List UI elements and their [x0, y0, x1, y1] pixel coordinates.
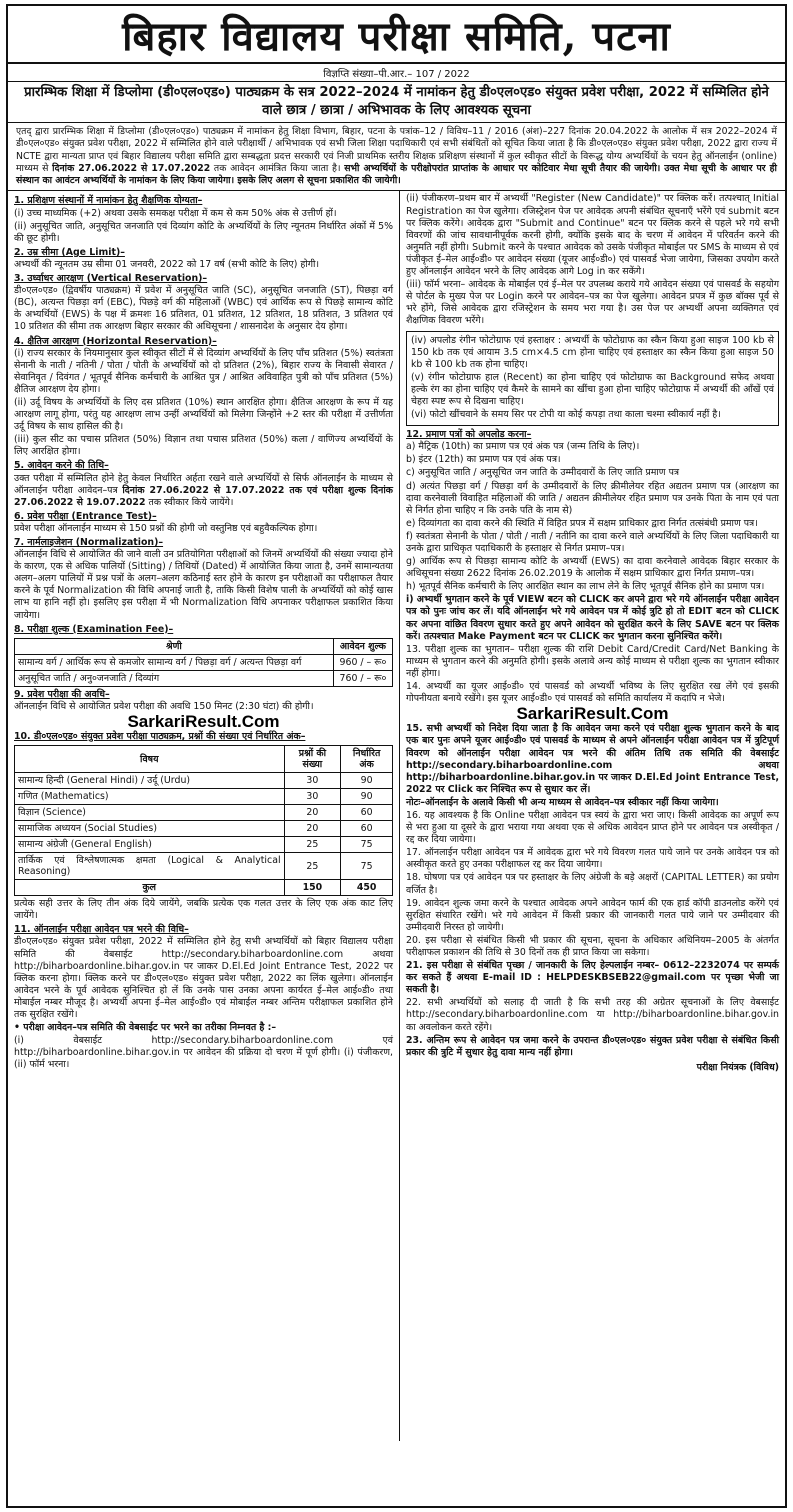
- section-7-text: ऑनलाईन विधि से आयोजित की जाने वाली उन प्रतियोगिता परीक्षाओं को जिनमें अभ्यर्थियों की संख्या ज्यादा होने के कारण, एक से अधिक पालियों (Sitting) / तिथियों (Dated) में आयोजित किया जाता है, उनमें सामान्यतया अलग–अलग पालियों में प्रश्न पत्रों के अलग–अलग कठिनाई स्तर होने के कारण इन परीक्षाओं का परीक्षाफल तैयार करने के पूर्व Normalization की विधि अपनाई जाती है, ताकि किसी विशेष पाली के अभ्यर्थियों को कोई खास लाभ या हानि नहीं हो। इसलिए इस परीक्षा में भी Normalization विधि अपनाकर परीक्षाफल प्रकाशित किया जायेगा।: [14, 549, 393, 621]
- section-9-text: ऑनलाईन विधि से आयोजित प्रवेश परीक्षा की अवधि 150 मिनट (2:30 घंटा) की होगी।: [14, 700, 314, 712]
- signature-designation: परीक्षा नियंत्रक (विविध): [696, 1061, 779, 1073]
- notice-subject: प्रारम्भिक शिक्षा में डिप्लोमा (डी०एल०एड०) पाठ्यक्रम के सत्र 2022–2024 में नामांकन हेतु डी०एल०एड० संयुक्त प्रवेश परीक्षा, 2022 में सम्मिलित होने वाले छात्र / छात्रा / अभिभावक के लिए आवश्यक सूचना: [8, 81, 785, 123]
- section-11-heading: 11. ऑनलाईन परीक्षा आवेदन पत्र भरने की विधि–: [14, 924, 189, 936]
- section-21: 21. इस परीक्षा से संबंधित पृच्छा / जानकारी के लिए हेल्पलाईन नम्बर– 0612–2232074 पर सम्पर्क कर सकते हैं अथवा E-mail ID : HELPDESKBSEB22@gmail.com पर पृच्छा भेजी जा सकती है।: [406, 960, 779, 996]
- subject-name: तार्किक एवं विश्लेषणात्मक क्षमता (Logical & Analytical Reasoning): [15, 853, 285, 880]
- section-12-heading: 12. प्रमाण पत्रों को अपलोड करना–: [406, 429, 532, 441]
- section-10-note: प्रत्येक सही उत्तर के लिए तीन अंक दिये जायेंगे, जबकि प्रत्येक एक गलत उत्तर के लिए एक अंक काट लिए जायेंगे।: [14, 898, 393, 922]
- section-4-heading: 4. क्षैतिज आरक्षण (Horizontal Reservation)–: [14, 335, 217, 347]
- section-11-text: डी०एल०एड० संयुक्त प्रवेश परीक्षा, 2022 में सम्मिलित होने हेतु सभी अभ्यर्थियों को बिहार विद्यालय परीक्षा समिति की वेबसाईट http://secondary.biharboardonline.com अथवा http://biharboardonline.bihar.gov.in पर जाकर D.El.Ed Joint Entrance Test, 2022 पर क्लिक करना होगा। क्लिक करने पर डी०एल०एड० संयुक्त प्रवेश परीक्षा, 2022 का लिंक खुलेगा। ऑनलाईन आवेदन भरने के पूर्व आवेदक सुनिश्चित हो लें कि उनके पास उनका अपना कार्यरत ई–मेल आई०डी० तथा मोबाईल नम्बर मौजूद है। अभ्यर्थी अपना ई–मेल आई०डी० एवं मोबाईल नम्बर अन्तिम परीक्षाफल प्रकाशित होने तक सुरक्षित रखेंगे।: [14, 936, 393, 1020]
- section-1-ii: (ii) अनुसूचित जाति, अनुसूचित जनजाति एवं दिव्यांग कोटि के अभ्यर्थियों के लिए न्यूनतम निर्धारित अंकों में 5% की छूट होगी।: [14, 220, 393, 244]
- table-row: [15, 805, 393, 821]
- section-13: 13. परीक्षा शुल्क का भुगतान– परीक्षा शुल्क की राशि Debit Card/Credit Card/Net Banking के माध्यम से भुगतान करने की अनुमति होगी। इसके अलावे अन्य कोई माध्यम से परीक्षा शुल्क का भुगतान स्वीकार नहीं होगा।: [406, 643, 779, 679]
- fee-header-amount: आवेदन शुल्क: [333, 638, 392, 654]
- masthead-title: बिहार विद्यालय परीक्षा समिति, पटना: [8, 6, 785, 64]
- section-2-text: अभ्यर्थी की न्यूनतम उम्र सीमा 01 जनवरी, 2022 को 17 वर्ष (सभी कोटि के लिए) होगी।: [14, 258, 320, 270]
- fee-header-category: श्रेणी: [15, 638, 334, 654]
- marks-header: निर्धारित अंक: [341, 746, 393, 773]
- subject-name: सामाजिक अध्ययन (Social Studies): [15, 821, 285, 837]
- intro-merit-note: सभी अभ्यर्थियों के परीक्षोपरांत प्राप्तांक के आधार पर कोटिवार मेधा सूची तैयार की जायेगी। उक्त मेधा सूची के आधार पर ही संस्थान का आवंटन अभ्यर्थियों के नामांकन के लिए किया जायेगा। इसके लिए अलग से सूचना प्रकाशित की जायेगी।: [16, 162, 777, 187]
- subject-questions: 30: [284, 789, 341, 805]
- fee-category-general: सामान्य वर्ग / आर्थिक रूप से कमजोर सामान्य वर्ग / पिछड़ा वर्ग / अत्यन्त पिछड़ा वर्ग: [15, 654, 334, 670]
- section-3-heading: 3. उर्ध्वाधर आरक्षण (Vertical Reservation)–: [14, 273, 208, 285]
- total-label: कुल: [15, 880, 285, 896]
- table-row: [15, 837, 393, 853]
- subject-name: विज्ञान (Science): [15, 805, 285, 821]
- subject-questions: 20: [284, 805, 341, 821]
- section-11-method: • परीक्षा आवेदन–पत्र समिति की वेबसाईट पर भरने का तरीका निम्नवत है :–: [14, 1022, 277, 1034]
- section-16: 16. यह आवश्यक है कि Online परीक्षा आवेदन पत्र स्वयं के द्वारा भरा जाए। किसी आवेदक का अपूर्ण रूप से भरा हुआ या दूसरे के द्वारा भराया गया अथवा एक से अधिक आवेदन प्राप्त होने पर आवेदन पत्र अस्वीकृत / रद्द कर दिया जायेगा।: [406, 809, 779, 846]
- table-row: [15, 746, 393, 773]
- total-questions: 150: [284, 880, 341, 896]
- fee-amount-reserved: 760 / – रू०: [333, 670, 392, 686]
- form-fill-text: (iii) फॉर्म भरना– आवेदक के मोबाईल एवं ई–मेल पर उपलब्ध कराये गये आवेदन संख्या एवं पासवर्ड के सहयोग से पोर्टल के मुख्य पेज पर Login करने पर आवेदन–पत्र का पेज खुलेगा। आवेदन प्रपत्र में कुछ बॉक्स पूर्व से भरे होंगे, जिसे आवेदक द्वारा रजिस्ट्रेशन के समय भरा गया है। उस पेज पर अभ्यर्थी अपना व्यक्तिगत एवं शैक्षणिक विवरण भरेंगे।: [406, 279, 779, 327]
- table-row: [15, 773, 393, 789]
- notice-page: [6, 4, 787, 1508]
- doc-a: a) मैट्रिक (10th) का प्रमाण पत्र एवं अंक पत्र (जन्म तिथि के लिए)।: [406, 441, 640, 453]
- section-5-body: उक्त परीक्षा में सम्मिलित होने हेतु केवल निर्धारित अर्हता रखने वाले अभ्यर्थियों से सिर्फ ऑनलाईन के माध्यम से ऑनलाईन परीक्षा आवेदन–पत्र: [14, 472, 393, 496]
- doc-g: g) आर्थिक रूप से पिछड़ा सामान्य कोटि के अभ्यर्थी (EWS) का दावा करनेवाले आवेदक बिहार सरकार के अधिसूचना संख्या 2622 दिनांक 26.02.2019 के आलोक में सक्षम प्राधिकार द्वारा निर्गत प्रमाण–पत्र।: [406, 556, 779, 580]
- intro-text: एतद् द्वारा प्रारम्भिक शिक्षा में डिप्लोमा (डी०एल०एड०) पाठ्यक्रम में नामांकन हेतु शिक्षा विभाग, बिहार, पटना के पत्रांक–12 / विविध–11 / 2016 (अंश)–227 दिनांक 20.04.2022 के आलोक में सत्र 2022–2024 में डी०एल०एड० संयुक्त प्रवेश परीक्षा, 2022 में सम्मिलित होने वाले परीक्षार्थी / अभिभावक एवं सभी जिला शिक्षा पदाधिकारी एवं सभी संबंधितों को सूचित किया जाता है कि डी०एल०एड० संयुक्त प्रवेश परीक्षा, 2022 द्वारा राज्य में NCTE द्वारा मान्यता प्राप्त एवं बिहार विद्यालय परीक्षा समिति द्वारा सम्बद्धता प्रदत्त सरकारी एवं निजी प्राथमिक स्तरीय शिक्षक प्रशिक्षण संस्थानों में कुल स्वीकृत सीटों के विरूद्ध योग्य अभ्यर्थियों के चयन हेतु ऑनलाईन (online) माध्यम से: [16, 126, 777, 174]
- section-2-heading: 2. उम्र सीमा (Age Limit)–: [14, 246, 125, 258]
- fee-category-reserved: अनुसूचित जाति / अनु०जनजाति / दिव्यांग: [15, 670, 334, 686]
- section-8-heading: 8. परीक्षा शुल्क (Examination Fee)–: [14, 623, 174, 635]
- subject-questions: 20: [284, 821, 341, 837]
- section-5-heading: 5. आवेदन करने की तिथि–: [14, 460, 109, 472]
- fee-amount-general: 960 / – रू०: [333, 654, 392, 670]
- section-5-text: [14, 473, 393, 509]
- subject-marks: 60: [341, 821, 393, 837]
- table-row: [15, 638, 393, 654]
- section-7-heading: 7. नार्मलाइजेशन (Normalization)–: [14, 537, 164, 549]
- intro-text-end: तक आवेदन आमंत्रित किया जाता है।: [213, 162, 341, 174]
- section-15: 15. सभी अभ्यर्थी को निदेश दिया जाता है कि आवेदन जमा करने एवं परीक्षा शुल्क भुगतान करने के बाद एक बार पुनः अपने यूजर आई०डी० एवं पासवर्ड के माध्यम से अपने ऑनलाईन परीक्षा आवेदन पत्र में त्रुटिपूर्ण विवरण को ऑनलाईन परीक्षा आवेदन पत्र भरने की अंतिम तिथि तक समिति की वेबसाईट http://secondary.biharboardonline.com अथवा http://biharboardonline.bihar.gov.in पर जाकर D.El.Ed Joint Entrance Test, 2022 पर Click कर निश्चित रूप से सुधार कर लें।: [406, 723, 779, 795]
- doc-e: e) दिव्यांगता का दावा करने की स्थिति में विहित प्रपत्र में सक्षम प्राधिकार द्वारा निर्गत तत्संबंधी प्रमाण पत्र।: [406, 517, 758, 529]
- subject-name: सामान्य अंग्रेजी (General English): [15, 837, 285, 853]
- section-23: 23. अन्तिम रूप से आवेदन पत्र जमा करने के उपरान्त डी०एल०एड० संयुक्त प्रवेश परीक्षा से संबंधित किसी प्रकार की त्रुटि में सुधार हेतु दावा मान्य नहीं होगा।: [406, 1034, 779, 1058]
- doc-i: i) अभ्यर्थी भुगतान करने के पूर्व VIEW बटन को CLICK कर अपने द्वारा भरे गये ऑनलाईन परीक्षा आवेदन पत्र को पुनः जांच कर लें। यदि ऑनलाईन भरे गये आवेदन पत्र में कोई त्रुटि हो तो EDIT बटन को CLICK कर अपना वांछित विवरण सुधार करते हुए अपने आवेदन को सुरक्षित करने के लिए SAVE बटन पर क्लिक करें। तत्पश्चात Make Payment बटन पर CLICK कर भुगतान करना सुनिश्चित करेंगे।: [406, 594, 779, 642]
- photo-instructions-box: [406, 331, 779, 427]
- table-row: [15, 821, 393, 837]
- subject-marks: 90: [341, 773, 393, 789]
- section-11-step-i: (i) वेबसाईट http://secondary.biharboardonline.com एवं http://biharboardonline.bihar.gov.in पर आवेदन की प्रक्रिया दो चरण में पूर्ण होगी। (i) पंजीकरण, (ii) फॉर्म भरना।: [14, 1035, 393, 1071]
- section-20: 20. इस परीक्षा से संबंधित किसी भी प्रकार की सूचना, सूचना के अधिकार अधिनियम–2005 के अंतर्गत परीक्षाफल प्रकाशन की तिथि से 30 दिनों तक ही प्राप्त किया जा सकेगा।: [406, 934, 779, 959]
- section-1-heading: 1. प्रशिक्षण संस्थानों में नामांकन हेतु शैक्षणिक योग्यता–: [14, 195, 203, 207]
- subject-marks: 75: [341, 837, 393, 853]
- section-15-note: नोटः–ऑनलाईन के अलावे किसी भी अन्य माध्यम से आवेदन–पत्र स्वीकार नहीं किया जायेगा।: [406, 796, 719, 808]
- doc-d: d) अत्यंत पिछड़ा वर्ग / पिछड़ा वर्ग के उम्मीदवारों के लिए क्रीमीलेयर रहित अद्यतन प्रमाण पत्र (आरक्षण का दावा करनेवाली विवाहित महिलाओं की जाति / अद्यतन क्रीमीलेयर रहित प्रमाण पत्र उनके पिता के नाम एवं पता से निर्गत होना चाहिए न कि उनके पति के नाम से): [406, 480, 779, 516]
- subject-questions: 30: [284, 773, 341, 789]
- watermark-right: SarkariResult.Com: [516, 704, 669, 724]
- table-row: [15, 654, 393, 670]
- intro-paragraph: [8, 123, 785, 191]
- section-17: 17. ऑनलाईन परीक्षा आवेदन पत्र में आवेदक द्वारा भरे गये विवरण गलत पाये जाने पर उनके आवेदन पत्र को अस्वीकृत करते हुए उनका परीक्षाफल रद्द कर दिया जायेगा।: [406, 847, 779, 871]
- table-row: [15, 789, 393, 805]
- subject-name: सामान्य हिन्दी (General Hindi) / उर्दू (Urdu): [15, 773, 285, 789]
- total-marks: 450: [341, 880, 393, 896]
- section-19: 19. आवेदन शुल्क जमा करने के पश्चात आवेदक अपने आवेदन फार्म की एक हार्ड कॉपी डाउनलोड करेंगे एवं सुरक्षित संधारित रखेंगे। भरे गये आवेदन में किसी प्रकार की जानकारी गलत पाये जाने पर उम्मीदवार की उम्मीदवारी निरस्त हो जायेगी।: [406, 897, 779, 933]
- section-4-ii: (ii) उर्दू विषय के अभ्यर्थियों के लिए दस प्रतिशत (10%) स्थान आरक्षित होगा। क्षैतिज आरक्षण के रूप में यह आरक्षण लागू होगा, परंतु यह आरक्षण लाभ उन्हीं अभ्यर्थियों को मिलेगा जिन्होंने +2 स्तर की परीक्षा में उत्तीर्णता उर्दू विषय के साथ हासिल की है।: [14, 396, 393, 433]
- photo-v: (v) रंगीन फोटोग्राफ हाल (Recent) का होना चाहिए एवं फोटोग्राफ का Background सफेद अथवा हल्के रंग का होना चाहिए एवं कैमरे के सामने का खींचा हुआ होना चाहिए फोटोग्राफ में अभ्यर्थी की आँखें एवं चेहरा स्पष्ट रूप से दिखना चाहिए।: [411, 371, 774, 407]
- section-4-i: (i) राज्य सरकार के नियमानुसार कुल स्वीकृत सीटों में से दिव्यांग अभ्यर्थियों के लिए पाँच प्रतिशत (5%) स्वतंत्रता सेनानी के नाती / नतिनी / पोता / पोती के अभ्यर्थियों को दो प्रतिशत (2%), बिहार राज्य के निवासी सेवारत / सेवानिवृत / दिवंगत / भूतपूर्व सैनिक कर्मचारी के आश्रित पुत्र / आश्रित अविवाहित पुत्री को पाँच प्रतिशत (5%) क्षैतिज आरक्षण देय होगा।: [14, 347, 393, 395]
- subject-name: गणित (Mathematics): [15, 789, 285, 805]
- table-row: [15, 670, 393, 686]
- fee-table: [14, 638, 393, 687]
- section-5-end: तक स्वीकार किये जायेंगे।: [148, 496, 234, 508]
- body-columns: [8, 191, 785, 1441]
- doc-c: c) अनुसूचित जाति / अनुसूचित जन जाति के उम्मीदवारों के लिए जाति प्रमाण पत्र: [406, 467, 680, 479]
- notice-number: विज्ञप्ति संख्या–पी.आर.– 107 / 2022: [323, 69, 470, 80]
- table-row: [15, 853, 393, 880]
- section-4-iii: (iii) कुल सीट का पचास प्रतिशत (50%) विज्ञान तथा पचास प्रतिशत (50%) कला / वाणिज्य अभ्यर्थियों के लिए आरक्षित होगा।: [14, 434, 393, 458]
- subject-header: विषय: [15, 746, 285, 773]
- intro-dates: दिनांक 27.06.2022 से 17.07.2022: [52, 162, 211, 174]
- photo-vi: (vi) फोटो खींचवाने के समय सिर पर टोपी या कोई कपड़ा तथा काला चश्मा स्वीकार्य नहीं है।: [411, 409, 721, 421]
- registration-text: (ii) पंजीकरण–प्रथम बार में अभ्यर्थी "Register (New Candidate)" पर क्लिक करें। तत्पश्चात् Initial Registration का पेज खुलेगा। रजिस्ट्रेशन पेज पर आवेदक अपनी संबंधित सूचनाएँ भरेंगे एवं submit बटन पर क्लिक करेंगे। आवेदक द्वारा "Submit and Continue" बटन पर क्लिक करने से पहले भरे गये सभी विवरणों की जांच सावधानीपूर्वक करनी होगी, क्योंकि इसके बाद के चरण में आवेदन में परिवर्तन करने की अनुमति नहीं होगी। Submit करने के पश्चात आवेदक को उसके पंजीकृत मोबाईल पर SMS के माध्यम से एवं पंजीकृत ई–मेल आई०डी० पर आवेदन संख्या (यूजर आई०डी०) एवं पासवर्ड भेजा जायेगा, जिसका उपयोग करते हुए ऑनलाईन आवेदन भरने के लिए आवेदक आगे Log in कर सकेंगे।: [406, 193, 779, 278]
- section-6-heading: 6. प्रवेश परीक्षा (Entrance Test)–: [14, 510, 157, 522]
- section-5-dates: दिनांक 27.06.2022 से 17.07.2022 तक एवं परीक्षा शुल्क दिनांक 27.06.2022 से 19.07.2022: [14, 484, 393, 508]
- section-14: 14. अभ्यर्थी का यूजर आई०डी० एवं पासवर्ड को अभ्यर्थी भविष्य के लिए सुरक्षित रख लेंगे एवं इसकी गोपनीयता बनाये रखेंगे। इस यूजर आई०डी० एवं पासवर्ड को समिति कार्यालय में कदापि न भेजे।: [406, 681, 779, 705]
- subject-table: [14, 745, 393, 896]
- right-column: [400, 191, 785, 1441]
- photo-iv: (iv) अपलोड रंगीन फोटोग्राफ एवं हस्ताक्षर : अभ्यर्थी के फोटोग्राफ का स्कैन किया हुआ साइज 100 kb से 150 kb तक एवं आयाम 3.5 cm×4.5 cm होना चाहिए एवं हस्ताक्षर का स्कैन किया हुआ साइज 50 kb से 100 kb तक होना चाहिए।: [411, 334, 774, 370]
- subject-questions: 25: [284, 853, 341, 880]
- subject-marks: 90: [341, 789, 393, 805]
- section-3-text: डी०एल०एड० (द्विवर्षीय पाठ्यक्रम) में प्रवेश में अनुसूचित जाति (SC), अनुसूचित जनजाति (ST), पिछड़ा वर्ग (BC), अत्यन्त पिछड़ा वर्ग (EBC), पिछड़े वर्ग की महिलाओं (WBC) एवं आर्थिक रूप से पिछड़े सामान्य कोटि के अभ्यर्थियों (EWS) के पक्ष में क्रमशः 16 प्रतिशत, 01 प्रतिशत, 12 प्रतिशत, 18 प्रतिशत, 3 प्रतिशत एवं 10 प्रतिशत की सीमा तक आरक्षण बिहार सरकार की अधिसूचना / शासनादेश के अनुसार देय होगा।: [14, 285, 393, 333]
- subject-marks: 60: [341, 805, 393, 821]
- subject-marks: 75: [341, 853, 393, 880]
- section-10-heading: 10. डी०एल०एड० संयुक्त प्रवेश परीक्षा पाठ्यक्रम, प्रश्नों की संख्या एवं निर्धारित अंक–: [14, 731, 306, 743]
- table-row: [15, 880, 393, 896]
- doc-f: f) स्वतंत्रता सेनानी के पोता / पोती / नाती / नतीनि का दावा करने वाले अभ्यर्थियों के लिए जिला पदाधिकारी या उनके द्वारा प्राधिकृत पदाधिकारी के हस्ताक्षर से निर्गत प्रमाण–पत्र।: [406, 530, 779, 555]
- section-6-text: प्रवेश परीक्षा ऑनलाईन माध्यम से 150 प्रश्नों की होगी जो वस्तुनिष्ठ एवं बहुवैकल्पिक होगा।: [14, 522, 318, 534]
- subject-questions: 25: [284, 837, 341, 853]
- section-22: 22. सभी अभ्यर्थियों को सलाह दी जाती है कि सभी तरह की अग्रेतर सूचनाओं के लिए वेबसाईट http://secondary.biharboardonline.com या http://biharboardonline.bihar.gov.in का अवलोकन करते रहेंगे।: [406, 997, 779, 1033]
- watermark-left: SarkariResult.Com: [127, 711, 280, 731]
- section-1-i: (i) उच्च माध्यमिक (+2) अथवा उसके समकक्ष परीक्षा में कम से कम 50% अंक से उत्तीर्ण हों।: [14, 207, 337, 219]
- left-column: [8, 191, 400, 1441]
- doc-b: b) इंटर (12th) का प्रमाण पत्र एवं अंक पत्र।: [406, 454, 561, 466]
- questions-header: प्रश्नों की संख्या: [284, 746, 341, 773]
- section-18: 18. घोषणा पत्र एवं आवेदन पत्र पर हस्ताक्षर के लिए अंग्रेजी के बड़े अक्षरों (CAPITAL LETTER) का प्रयोग वर्जित है।: [406, 872, 779, 896]
- doc-h: h) भूतपूर्व सैनिक कर्मचारी के लिए आरक्षित स्थान का लाभ लेने के लिए भूतपूर्व सैनिक होने का प्रमाण पत्र।: [406, 581, 765, 593]
- section-9-heading: 9. प्रवेश परीक्षा की अवधि–: [14, 688, 110, 700]
